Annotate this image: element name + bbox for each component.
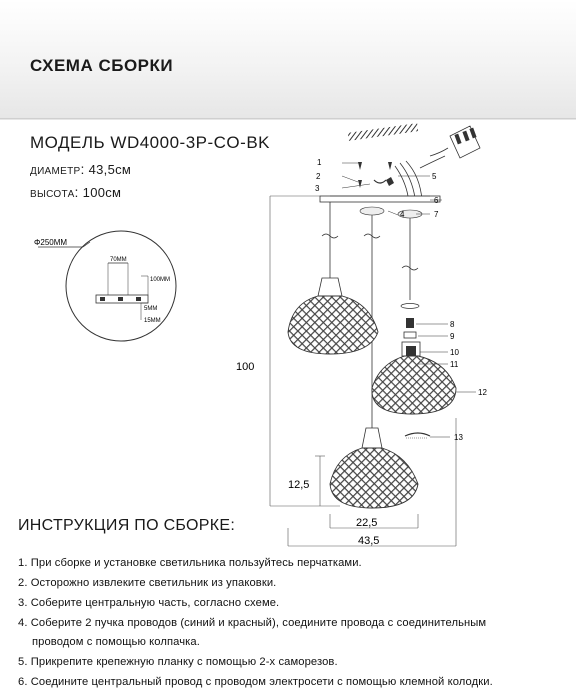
- page-title: СХЕМА СБОРКИ: [30, 56, 174, 75]
- pendant-shade-left: [288, 278, 378, 354]
- callout-2: 2: [316, 172, 321, 181]
- instruction-step-4-text: 4. Соберите 2 пучка проводов (синий и красный), соедините провода с соединительным: [18, 617, 487, 629]
- assembly-drawing: [230, 118, 576, 558]
- canopy-dim-15: 15MM: [144, 318, 161, 324]
- height-dimension-label: 100: [236, 361, 255, 373]
- callout-13: 13: [454, 433, 463, 442]
- shade-height-label: 12,5: [288, 479, 310, 491]
- pendant-shade-bottom: [330, 428, 418, 508]
- callout-11: 11: [450, 360, 459, 369]
- spec-diameter: [30, 161, 131, 177]
- spec-height-value: 100см: [82, 185, 122, 200]
- instructions-title: ИНСТРУКЦИЯ ПО СБОРКЕ:: [18, 517, 236, 534]
- callout-3: 3: [315, 184, 320, 193]
- terminal-block-icon: [420, 126, 480, 168]
- callout-12: 12: [478, 388, 487, 397]
- canopy-dim-100: 100MM: [150, 277, 171, 283]
- callout-1: 1: [317, 158, 322, 167]
- pendant-shade-right: [372, 304, 456, 439]
- spec-height-label: высота:: [30, 184, 79, 200]
- instruction-step-6-text: 6. Соедините центральный провод с проводом электросети с помощью клемной колодки.: [18, 676, 493, 688]
- callout-6: 6: [434, 196, 439, 205]
- instruction-step-5-text: 5. Прикрепите крепежную планку с помощью 2-х саморезов.: [18, 656, 338, 668]
- shade-width-label: 22,5: [356, 517, 378, 529]
- callout-5: 5: [432, 172, 437, 181]
- callout-7: 7: [434, 210, 439, 219]
- instruction-step-2: [18, 576, 574, 590]
- canopy-dim-70: 70MM: [110, 257, 127, 263]
- instruction-step-1: [18, 556, 574, 570]
- callout-9: 9: [450, 332, 455, 341]
- instruction-step-1-text: 1. При сборке и установке светильника пользуйтесь перчатками.: [18, 557, 362, 569]
- spec-diameter-value: 43,5см: [88, 162, 132, 177]
- canopy-detail-drawing: [28, 228, 208, 348]
- instruction-step-4: [18, 616, 574, 649]
- ceiling-hatch: [348, 123, 418, 141]
- instruction-step-2-text: 2. Осторожно извлеките светильник из упаковки.: [18, 577, 277, 589]
- canopy-dim-5: 5MM: [144, 306, 158, 312]
- model-name: МОДЕЛЬ WD4000-3P-CO-BK: [30, 133, 270, 152]
- spec-height: [30, 184, 121, 200]
- instruction-step-4-continuation: проводом с помощью колпачка.: [32, 636, 200, 648]
- spec-diameter-label: диаметр:: [30, 161, 85, 177]
- instructions-list: [18, 556, 574, 695]
- screws-icon: [358, 162, 394, 188]
- canopy-plate: [320, 196, 440, 202]
- canopy-diameter-label: Φ250MM: [34, 238, 68, 247]
- instruction-step-6: [18, 675, 574, 689]
- instruction-step-3: [18, 596, 574, 610]
- callout-8: 8: [450, 320, 455, 329]
- instruction-step-5: [18, 655, 574, 669]
- instruction-step-3-text: 3. Соберите центральную часть, согласно схеме.: [18, 597, 280, 609]
- total-width-label: 43,5: [358, 535, 380, 547]
- page-header: [0, 0, 576, 120]
- callout-10: 10: [450, 348, 459, 357]
- callout-4: 4: [400, 210, 405, 219]
